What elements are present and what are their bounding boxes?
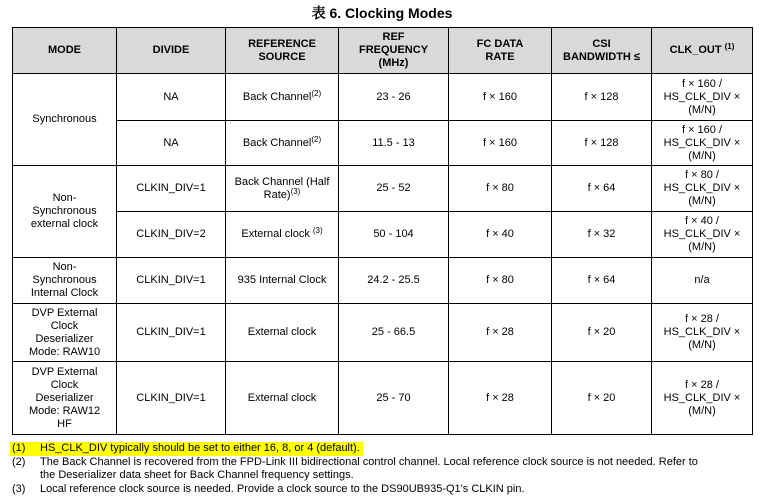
- divide-cell: CLKIN_DIV=1: [117, 258, 226, 304]
- footnote-text: Local reference clock source is needed. Provide a clock source to the DS90UB935-Q1's CLKIN pin.: [40, 483, 525, 496]
- clk-out-cell: f × 28 / HS_CLK_DIV × (M/N): [652, 362, 753, 435]
- table-row: [13, 212, 753, 258]
- reference-source-cell: [226, 166, 339, 212]
- header-clk-out-label: CLK_OUT: [669, 44, 722, 56]
- divide-cell: NA: [117, 74, 226, 121]
- fc-data-rate-cell: f × 40: [449, 212, 552, 258]
- footnotes: [12, 442, 756, 497]
- fc-data-rate-cell: f × 80: [449, 166, 552, 212]
- reference-source-cell: 935 Internal Clock: [226, 258, 339, 304]
- table-row: [13, 121, 753, 166]
- csi-bandwidth-cell: f × 128: [552, 121, 652, 166]
- table-header-row: [13, 28, 753, 74]
- mode-cell: Synchronous: [13, 74, 117, 166]
- reference-source-cell: [226, 74, 339, 121]
- ref-frequency-cell: 25 - 52: [339, 166, 449, 212]
- footnote-ref: (2): [311, 134, 322, 144]
- table-row: [13, 74, 753, 121]
- header-mode: MODE: [13, 28, 117, 74]
- divide-cell: CLKIN_DIV=1: [117, 362, 226, 435]
- mode-cell: DVP External Clock Deserializer Mode: RAW10: [13, 304, 117, 362]
- mode-cell: Non- Synchronous external clock: [13, 166, 117, 258]
- divide-cell: NA: [117, 121, 226, 166]
- header-csi-bandwidth: CSI BANDWIDTH ≤: [552, 28, 652, 74]
- csi-bandwidth-cell: f × 64: [552, 258, 652, 304]
- clk-out-cell: n/a: [652, 258, 753, 304]
- mode-cell: Non- Synchronous Internal Clock: [13, 258, 117, 304]
- table-row: [13, 304, 753, 362]
- reference-source-cell: [226, 212, 339, 258]
- footnote-1: [10, 442, 363, 456]
- clk-out-cell: f × 160 / HS_CLK_DIV × (M/N): [652, 74, 753, 121]
- csi-bandwidth-cell: f × 20: [552, 304, 652, 362]
- reference-source-cell: External clock: [226, 304, 339, 362]
- reference-source-text: External clock: [241, 228, 310, 240]
- csi-bandwidth-cell: f × 128: [552, 74, 652, 121]
- divide-cell: CLKIN_DIV=1: [117, 304, 226, 362]
- fc-data-rate-cell: f × 80: [449, 258, 552, 304]
- mode-cell: DVP External Clock Deserializer Mode: RAW12 HF: [13, 362, 117, 435]
- csi-bandwidth-cell: f × 64: [552, 166, 652, 212]
- footnote-ref: (2): [311, 88, 322, 98]
- footnote-ref: (3): [312, 226, 323, 235]
- divide-cell: CLKIN_DIV=1: [117, 166, 226, 212]
- fc-data-rate-cell: f × 28: [449, 362, 552, 435]
- clk-out-cell: f × 160 / HS_CLK_DIV × (M/N): [652, 121, 753, 166]
- csi-bandwidth-cell: f × 20: [552, 362, 652, 435]
- ref-frequency-cell: 11.5 - 13: [339, 121, 449, 166]
- footnote-text: The Back Channel is recovered from the FPD-Link III bidirectional control channel. Local reference clock source is not needed. Refer to the Deserializer data sheet for Back Channel frequency settings.: [40, 455, 698, 482]
- table-row: [13, 166, 753, 212]
- footnote-marker: (2): [12, 455, 26, 468]
- fc-data-rate-cell: f × 28: [449, 304, 552, 362]
- header-ref-frequency: REF FREQUENCY (MHz): [339, 28, 449, 74]
- reference-source-cell: External clock: [226, 362, 339, 435]
- divide-cell: CLKIN_DIV=2: [117, 212, 226, 258]
- reference-source-text: Back Channel: [242, 90, 312, 103]
- table-row: [13, 362, 753, 435]
- ref-frequency-cell: 24.2 - 25.5: [339, 258, 449, 304]
- fc-data-rate-cell: f × 160: [449, 74, 552, 121]
- fc-data-rate-cell: f × 160: [449, 121, 552, 166]
- clk-out-cell: f × 28 / HS_CLK_DIV × (M/N): [652, 304, 753, 362]
- ref-frequency-cell: 25 - 66.5: [339, 304, 449, 362]
- reference-source-cell: [226, 121, 339, 166]
- footnote-marker: (3): [12, 483, 26, 496]
- footnote-marker: (1): [12, 442, 26, 454]
- clk-out-cell: f × 40 / HS_CLK_DIV × (M/N): [652, 212, 753, 258]
- ref-frequency-cell: 25 - 70: [339, 362, 449, 435]
- reference-source-text: Back Channel: [242, 136, 312, 149]
- table-row: [13, 258, 753, 304]
- footnote-ref: (1): [724, 42, 735, 51]
- table-title: 表 6. Clocking Modes: [311, 5, 453, 21]
- footnote-2: [12, 456, 756, 483]
- header-fc-data-rate: FC DATA RATE: [449, 28, 552, 74]
- header-divide: DIVIDE: [117, 28, 226, 74]
- clk-out-cell: f × 80 / HS_CLK_DIV × (M/N): [652, 166, 753, 212]
- clocking-modes-table: [12, 27, 753, 435]
- footnote-3: [12, 483, 756, 497]
- reference-source-text: Back Channel (Half Rate): [234, 175, 330, 201]
- footnote-ref: (3): [290, 186, 301, 196]
- header-reference-source: REFERENCE SOURCE: [226, 28, 339, 74]
- footnote-text: HS_CLK_DIV typically should be set to either 16, 8, or 4 (default).: [40, 442, 360, 454]
- ref-frequency-cell: 23 - 26: [339, 74, 449, 121]
- csi-bandwidth-cell: f × 32: [552, 212, 652, 258]
- header-clk-out: [652, 28, 753, 74]
- ref-frequency-cell: 50 - 104: [339, 212, 449, 258]
